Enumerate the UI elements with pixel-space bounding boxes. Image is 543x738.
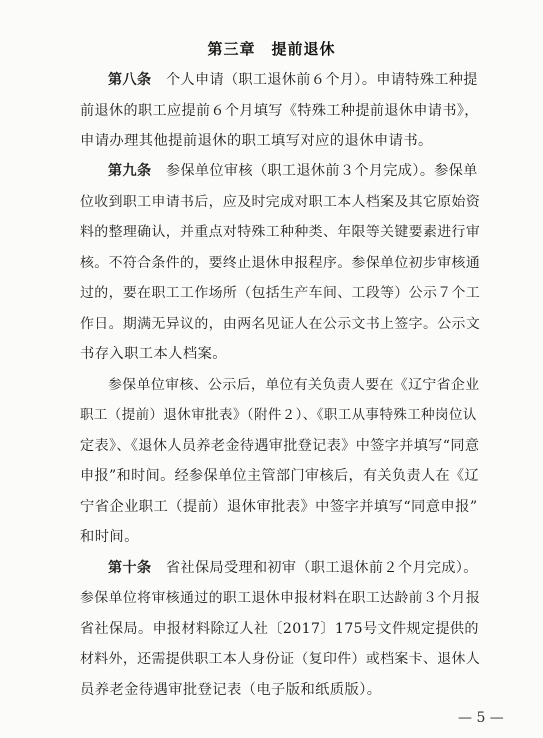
paragraph-line-1: 参保单位审核、公示后，单位有关负责人要在《辽宁省企业 xyxy=(108,377,480,393)
article-9-line-2: 位收到职工申请书后，应及时完成对职工本人档案及其它原始资 xyxy=(80,194,481,210)
article-10-line-4: 材料外，还需提供职工本人身份证（复印件）或档案卡、退休人 xyxy=(80,651,481,667)
paragraph-line-2: 职工（提前）退休审批表》（附件２）、《职工从事特殊工种岗位认 xyxy=(80,407,477,423)
article-10-line-3: 省社保局。申报材料除辽人社〔2017〕175号文件规定提供的 xyxy=(80,621,479,637)
article-9-label: 第九条 xyxy=(108,163,152,179)
article-9-line-6: 作日。期满无异议的，由两名见证人在公示文书上签字。公示文 xyxy=(80,316,481,332)
article-10-line-1 xyxy=(108,558,480,578)
article-9-line-1 xyxy=(108,161,480,181)
article-9-line-4: 核。不符合条件的，要终止退休申报程序。参保单位初步审核通 xyxy=(80,255,481,271)
article-10-label: 第十条 xyxy=(108,560,152,576)
paragraph-line-6: 和时间。 xyxy=(80,529,139,545)
paragraph-line-4: 申报”和时间。经参保单位主管部门审核后，有关负责人在《辽 xyxy=(80,468,479,484)
chapter-title: 第三章 提前退休 xyxy=(207,40,336,58)
article-8-label: 第八条 xyxy=(108,72,152,88)
article-10-text: 省社保局受理和初审（职工退休前２个月完成）。 xyxy=(151,560,478,576)
article-9-text: 参保单位审核（职工退休前３个月完成）。参保单 xyxy=(151,163,478,179)
article-10-line-5: 员养老金待遇审批登记表（电子版和纸质版）。 xyxy=(80,682,382,698)
article-10-line-2: 参保单位将审核通过的职工退休申报材料在职工达龄前３个月报 xyxy=(80,590,481,606)
paragraph-line-3: 定表》、《退休人员养老金待遇审批登记表》中签字并填写“同意 xyxy=(80,438,480,454)
article-9-line-3: 料的整理确认，并重点对特殊工种种类、年限等关键要素进行审 xyxy=(80,224,481,240)
article-8-line-2: 前退休的职工应提前６个月填写《特殊工种提前退休申请书》， xyxy=(80,103,479,119)
article-9-line-5: 过的，要在职工工作场所（包括生产车间、工段等）公示７个工 xyxy=(80,285,481,301)
article-8-text: 个人申请（职工退休前６个月）。申请特殊工种提 xyxy=(151,72,478,88)
page-number: — 5 — xyxy=(458,710,504,726)
paragraph-line-5: 宁省企业职工（提前）退休审批表》中签字并填写“同意申报” xyxy=(80,499,478,515)
article-8-line-3: 申请办理其他提前退休的职工填写对应的退休申请书。 xyxy=(80,133,433,149)
article-9-line-7: 书存入职工本人档案。 xyxy=(80,346,227,362)
article-8-line-1 xyxy=(108,70,480,90)
